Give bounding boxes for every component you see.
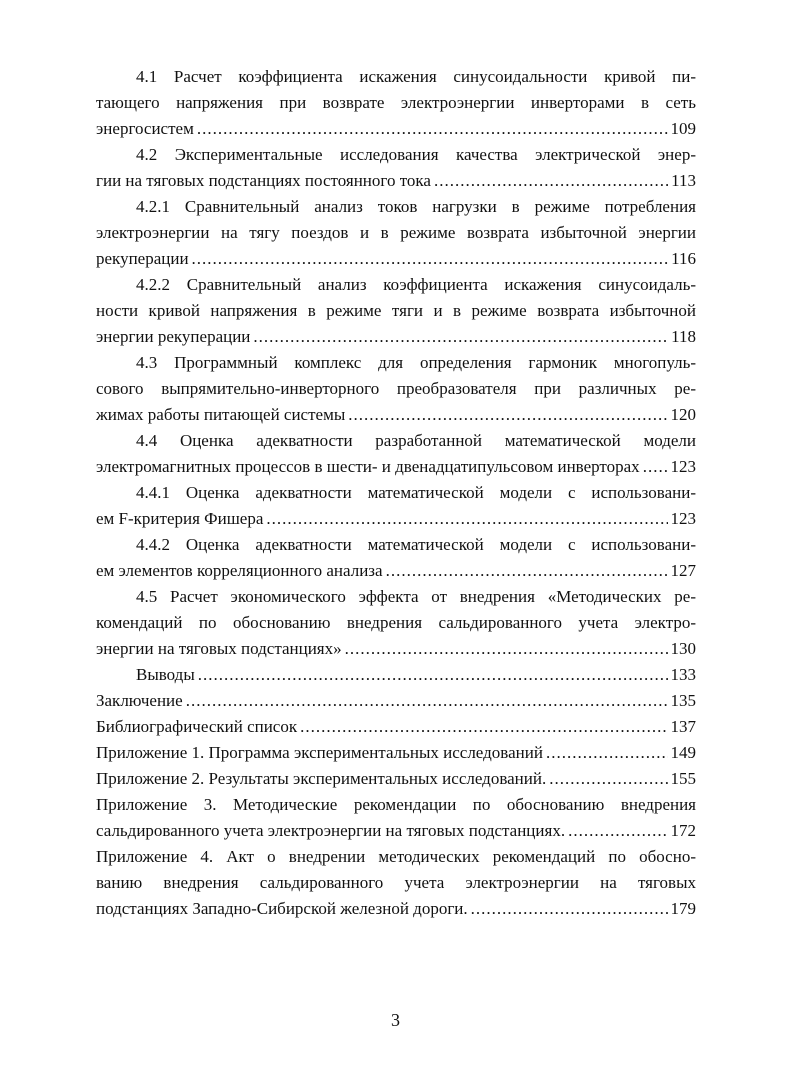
toc-entry-page: 179 [670,899,696,918]
toc-entry-last-line [96,688,696,714]
toc-entry-last-line [96,714,696,740]
toc-entry-last-line [96,636,696,662]
toc-entry-line: 4.2.1 Сравнительный анализ токов нагрузки в режиме потребления [136,197,696,216]
toc-entry-line: 4.4 Оценка адекватности разработанной математической модели [136,431,696,450]
toc-entry-title: ем элементов корреляционного анализа [96,561,383,580]
toc-entry [96,532,696,584]
toc-entry-page: 133 [670,665,696,684]
dot-leader [197,116,668,142]
dot-leader [192,246,669,272]
toc-entry-page: 123 [670,457,696,476]
dot-leader [386,558,668,584]
dot-leader [348,402,667,428]
dot-leader [345,636,668,662]
toc-entry [96,142,696,194]
toc-entry-title: электромагнитных процессов в шести- и двенадцатипульсовом инверторах [96,457,640,476]
toc-entry-line: Приложение 3. Методические рекомендации по обоснованию внедрения [96,795,696,814]
toc-entry-title: энергии рекуперации [96,327,251,346]
dot-leader [186,688,668,714]
toc-entry-title: энергосистем [96,119,194,138]
toc-entry-title: рекуперации [96,249,189,268]
dot-leader [253,324,668,350]
toc-entry-last-line [96,766,696,792]
toc-entry-title: подстанциях Западно-Сибирской железной дороги. [96,899,468,918]
toc-entry [96,844,696,922]
toc-entry-last-line [96,324,696,350]
dot-leader [198,662,668,688]
toc-entry-last-line [96,740,696,766]
toc-entry-title: гии на тяговых подстанциях постоянного тока [96,171,431,190]
page-number: 3 [391,1010,400,1030]
toc-entry-page: 155 [670,769,696,788]
toc-entry-title: ем F-критерия Фишера [96,509,264,528]
toc-entry-line: 4.1 Расчет коэффициента искажения синусоидальности кривой пи- [136,67,696,86]
toc-entry [96,428,696,480]
toc-entry [96,194,696,272]
toc-entry-line: 4.4.1 Оценка адекватности математической модели с использовани- [136,483,696,502]
toc-entry [96,350,696,428]
toc-entry-page: 118 [671,327,696,346]
dot-leader [546,740,668,766]
toc-entry-last-line [96,246,696,272]
toc-entry [96,792,696,844]
toc-entry-line: ности кривой напряжения в режиме тяги и в режиме возврата избыточной [96,301,696,320]
toc-entry-last-line [96,896,696,922]
toc-entry-line: электроэнергии на тягу поездов и в режиме возврата избыточной энергии [96,223,696,242]
dot-leader [266,506,667,532]
toc-entry-page: 135 [670,691,696,710]
toc-entry [96,766,696,792]
toc-entry-line: 4.4.2 Оценка адекватности математической модели с использовани- [136,535,696,554]
toc-entry [96,714,696,740]
toc-entry [96,64,696,142]
toc-entry-last-line [96,558,696,584]
toc-entry [96,688,696,714]
dot-leader [434,168,668,194]
toc-entry-page: 172 [670,821,696,840]
toc-entry-last-line [96,818,696,844]
toc-entry-page: 137 [670,717,696,736]
toc-entry [96,662,696,688]
toc-entry-last-line [96,506,696,532]
toc-entry-title: Заключение [96,691,183,710]
toc-entry-line: Приложение 4. Акт о внедрении методических рекомендаций по обосно- [96,847,696,866]
toc-entry-title: Приложение 2. Результаты экспериментальных исследований. [96,769,547,788]
dot-leader [471,896,668,922]
toc-entry-line: 4.5 Расчет экономического эффекта от внедрения «Методических ре- [136,587,696,606]
toc-entry-last-line [96,402,696,428]
toc-entry-page: 113 [671,171,696,190]
toc-entry [96,272,696,350]
toc-entry-page: 120 [670,405,696,424]
toc-entry [96,584,696,662]
toc-entry-page: 127 [670,561,696,580]
toc-entry-title: Приложение 1. Программа экспериментальных исследований [96,743,543,762]
dot-leader [568,818,667,844]
toc-entry-title: жимах работы питающей системы [96,405,346,424]
toc-entry [96,740,696,766]
table-of-contents [96,64,696,922]
toc-entry-line: комендаций по обоснованию внедрения сальдированного учета электро- [96,613,696,632]
toc-entry-line: ванию внедрения сальдированного учета электроэнергии на тяговых [96,873,696,892]
dot-leader [549,766,667,792]
toc-entry-line: тающего напряжения при возврате электроэнергии инверторами в сеть [96,93,696,112]
toc-entry-line: 4.2 Экспериментальные исследования качества электрической энер- [136,145,696,164]
toc-entry-line: 4.3 Программный комплекс для определения гармоник многопуль- [136,353,696,372]
toc-entry-last-line [96,454,696,480]
toc-entry-title: сальдированного учета электроэнергии на тяговых подстанциях. [96,821,566,840]
toc-entry-page: 116 [671,249,696,268]
dot-leader [300,714,667,740]
toc-entry-line: сового выпрямительно-инверторного преобразователя при различных ре- [96,379,696,398]
toc-entry [96,480,696,532]
toc-entry-page: 109 [670,119,696,138]
toc-entry-last-line [96,662,696,688]
toc-entry-title: энергии на тяговых подстанциях» [96,639,342,658]
toc-entry-last-line [96,116,696,142]
toc-entry-page: 123 [670,509,696,528]
toc-entry-title: Выводы [136,665,195,684]
dot-leader [643,454,668,480]
toc-entry-last-line [96,168,696,194]
toc-entry-page: 130 [670,639,696,658]
toc-entry-page: 149 [670,743,696,762]
toc-entry-line: 4.2.2 Сравнительный анализ коэффициента искажения синусоидаль- [136,275,696,294]
toc-entry-title: Библиографический список [96,717,298,736]
